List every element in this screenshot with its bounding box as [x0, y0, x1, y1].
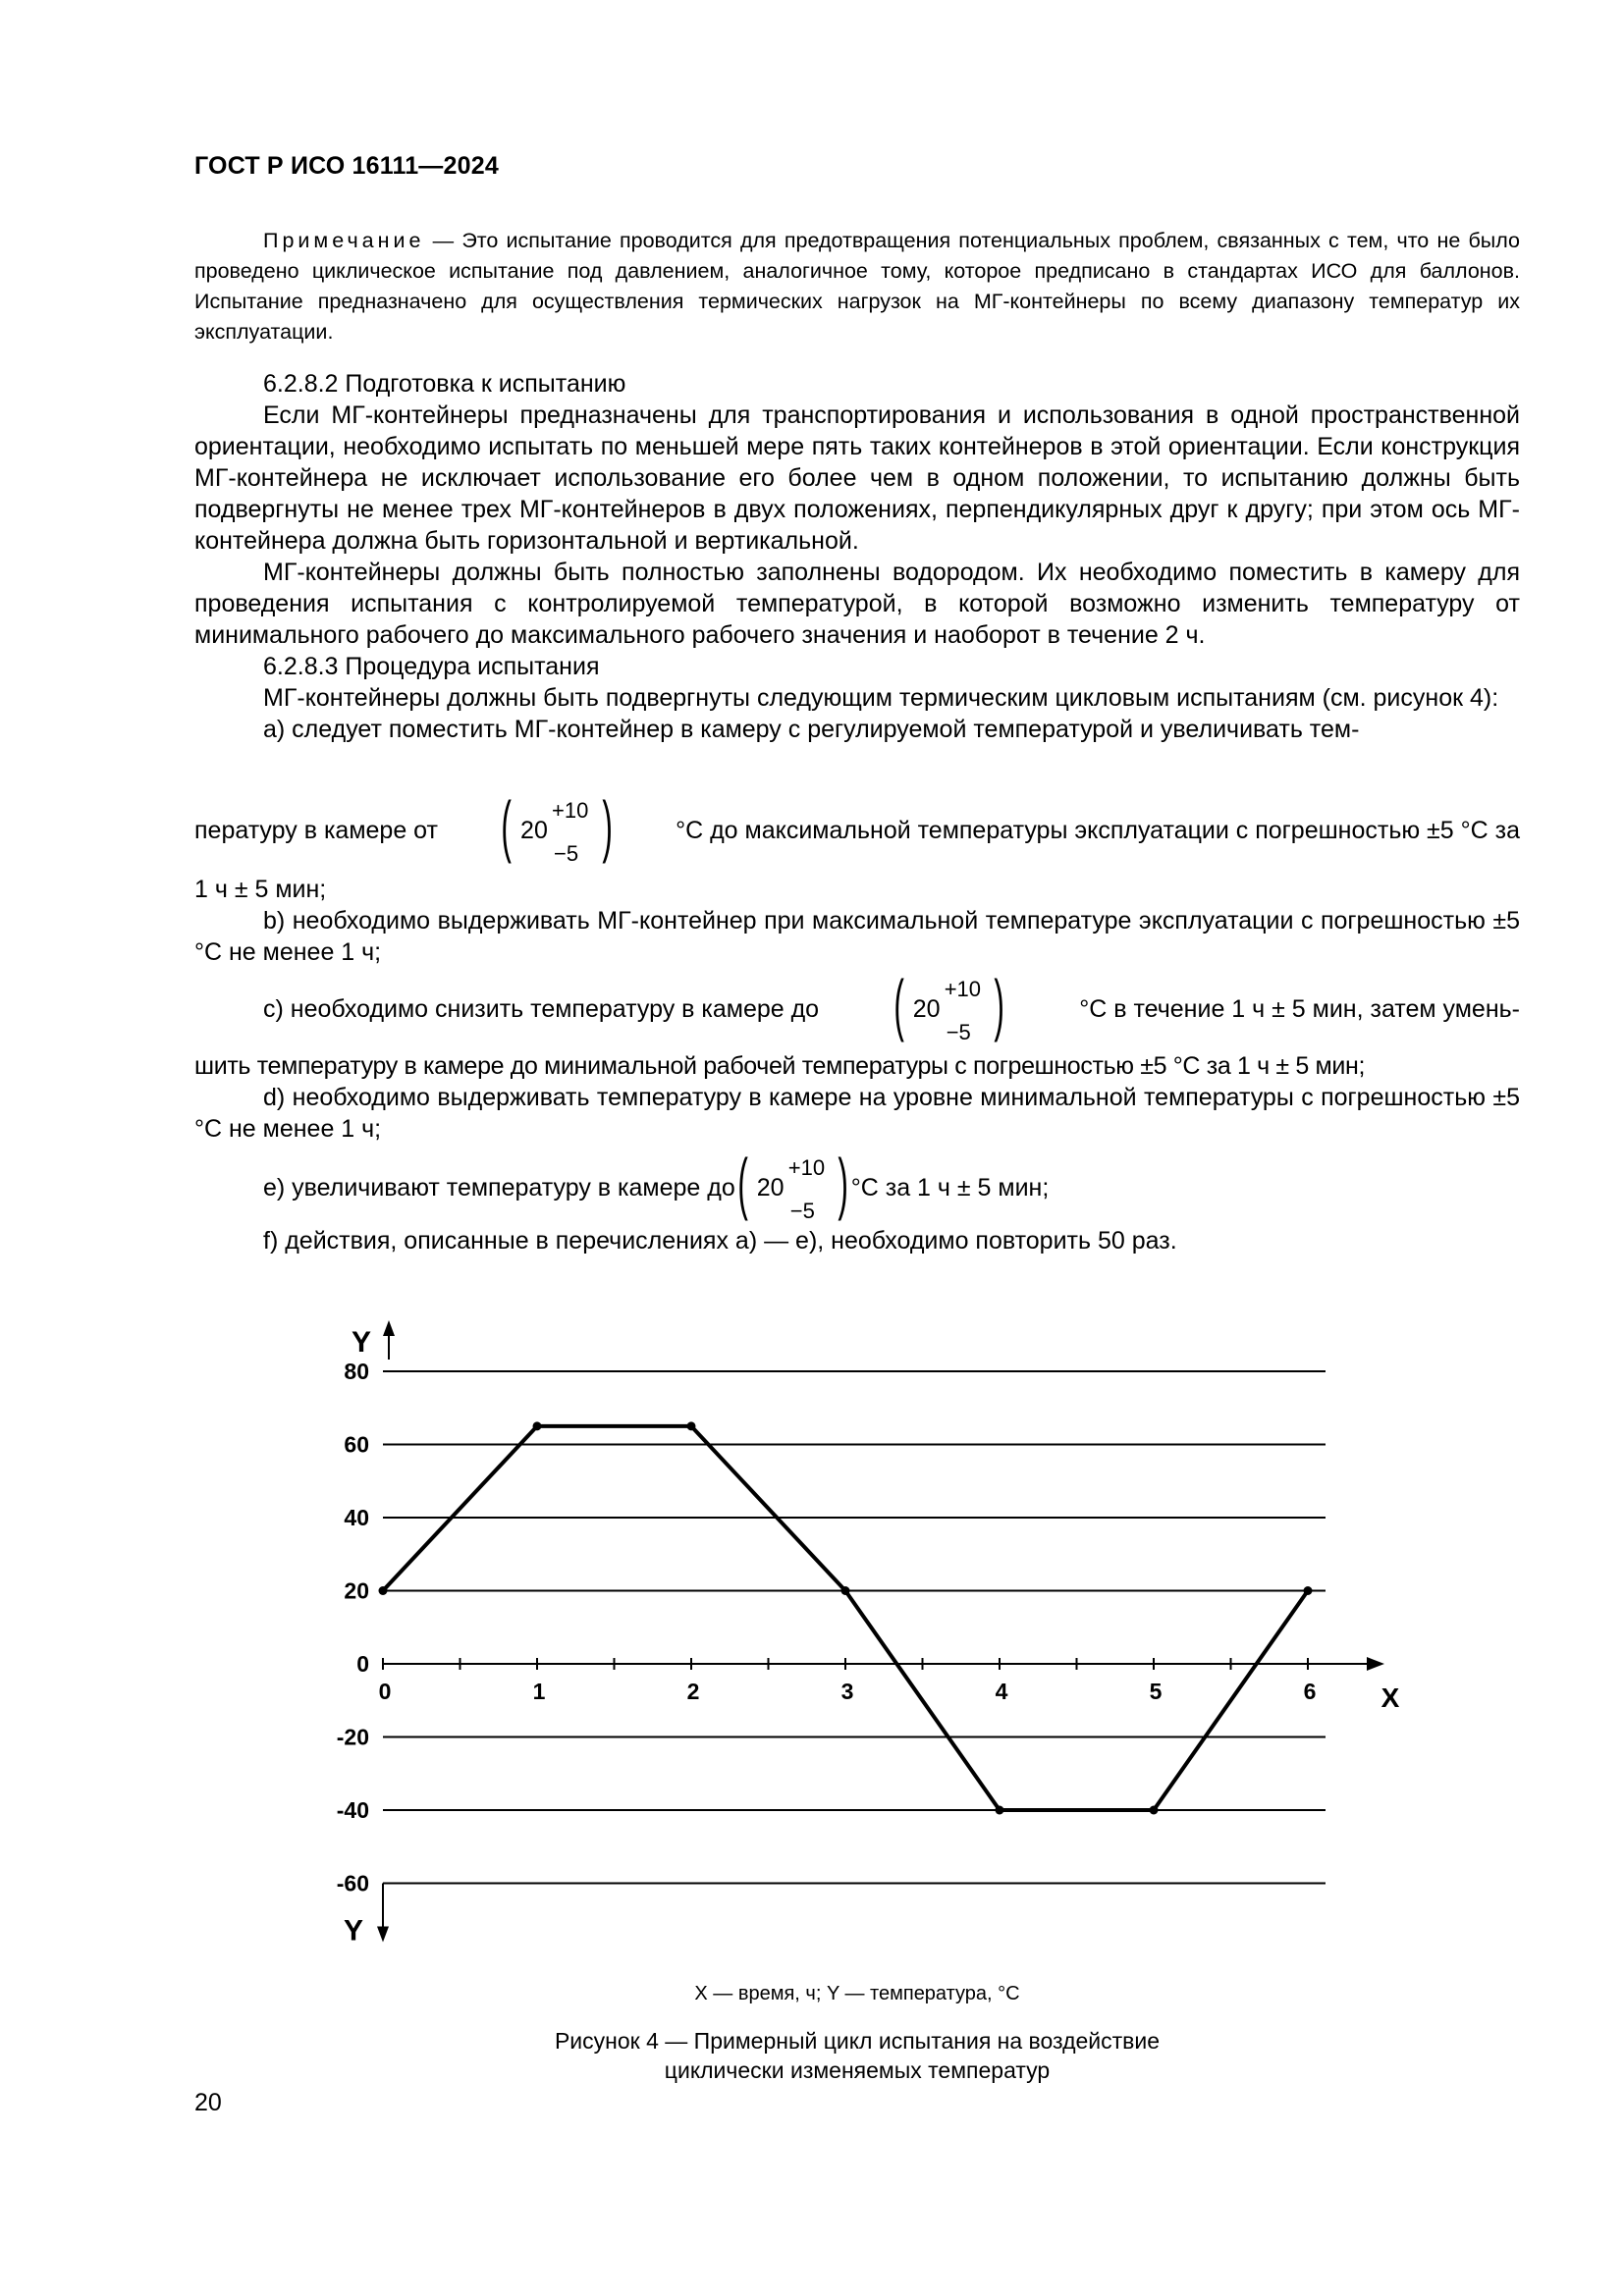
- list-item-a-end: 1 ч ± 5 мин;: [194, 876, 327, 903]
- list-item-e: е) увеличивают температуру в камере до ( ) 20 +10 −5 °С за 1 ч ± 5 мин;: [194, 1148, 1589, 1227]
- paragraph: МГ-контейнеры должны быть полностью заполнены водородом. Их необходимо поместить в камеру для проведения испытания с контролируемой температурой, в которой возможно изменить температуру от минимального рабочего до максимального рабочего значения и наоборот в течение 2 ч.: [194, 559, 1520, 649]
- y-tick-label: -60: [336, 1870, 369, 1896]
- x-axis-arrow: [1367, 1657, 1384, 1671]
- y-tick-label: 20: [344, 1577, 369, 1604]
- x-tick-label: 6: [1303, 1679, 1317, 1704]
- x-tick-label: 5: [1149, 1679, 1163, 1704]
- note-text: — Это испытание проводится для предотвращения потенциальных проблем, связанных с тем, что не было проведено циклическое испытание под давлением, аналогичное тому, которое предписано в стандартах ИСО для баллонов. Испытание предназначено для осуществления термических нагрузок на МГ-контейнеры по всему диапазону температур их эксплуатации.: [194, 229, 1520, 344]
- data-point: [533, 1421, 542, 1430]
- figure-legend: X — время, ч; Y — температура, °С: [694, 1983, 1020, 2004]
- x-axis-label: X: [1380, 1682, 1400, 1713]
- x-tick-label: 1: [532, 1679, 546, 1704]
- list-item-c-line1: с) необходимо снизить температуру в камере до ( ) 20 +10 −5 °С в течение 1 ч ± 5 мин, затем умень-: [194, 970, 1520, 1048]
- list-item-d: d) необходимо выдерживать температуру в камере на уровне минимальной температуры с погрешностью ±5 °С не менее 1 ч;: [194, 1084, 1520, 1143]
- document-header: ГОСТ Р ИСО 16111—2024: [194, 152, 499, 180]
- data-point: [841, 1586, 850, 1595]
- figure-caption: Рисунок 4 — Примерный цикл испытания на воздействие циклически изменяемых температур: [554, 2028, 1161, 2083]
- data-point: [379, 1586, 388, 1595]
- chart-labels: [337, 1326, 1400, 1948]
- y-tick-label: 0: [356, 1651, 369, 1677]
- chart-series: [379, 1421, 1313, 1814]
- x-tick-label: 4: [995, 1679, 1008, 1704]
- paragraph: Если МГ-контейнеры предназначены для транспортирования и использования в одной пространственной ориентации, необходимо испытать по меньшей мере пять таких контейнеров в этой ориентации. Если конструкция МГ-контейнера не исключает использование его более чем в одном положении, то испытанию должны быть подвергнуты не менее трех МГ-контейнеров в двух положениях, перпендикулярных друг к другу; при этом ось МГ-контейнера должна быть горизонтальной и вертикальной.: [194, 401, 1520, 555]
- list-item-f: f) действия, описанные в перечислениях а) — е), необходимо повторить 50 раз.: [263, 1227, 1177, 1255]
- list-item-a: а) следует поместить МГ-контейнер в камеру с регулируемой температурой и увеличивать тем-: [263, 716, 1360, 743]
- section-6-2-8-2: [194, 368, 1520, 745]
- tolerance-expression: ( ) 20 +10 −5: [893, 966, 1005, 1044]
- data-point: [1150, 1806, 1159, 1815]
- y-tick-label: 80: [344, 1359, 369, 1384]
- page-number: 20: [194, 2089, 222, 2116]
- tolerance-expression: ( ) 20 +10 −5: [737, 1145, 849, 1223]
- x-tick-label: 3: [840, 1679, 854, 1704]
- tolerance-expression: ( ) 20 +10 −5: [501, 787, 613, 866]
- data-point: [1304, 1586, 1313, 1595]
- temperature-cycle-chart: [295, 1291, 1414, 1968]
- x-tick-label: 2: [686, 1679, 700, 1704]
- y-tick-label: 60: [344, 1431, 369, 1458]
- chart-grid: [377, 1320, 1384, 1943]
- note-block: [194, 226, 1520, 347]
- y-axis-label-top: Y: [352, 1326, 372, 1359]
- y-tick-label: -40: [336, 1797, 369, 1823]
- list-items-c-d: [194, 1050, 1520, 1145]
- y-axis-up-arrow: [383, 1320, 395, 1336]
- list-item-c-line2: шить температуру в камере до минимальной рабочей температуры с погрешностью ±5 °С за 1 ч ± 5 мин;: [194, 1052, 1366, 1080]
- data-point: [687, 1421, 696, 1430]
- list-item-a-line2: пературу в камере от ( ) 20 +10 −5 °С до максимальной температуры эксплуатации с погрешностью ±5 °С за: [194, 791, 1520, 870]
- y-tick-label: -20: [336, 1724, 369, 1750]
- y-axis-label-bottom: Y: [344, 1914, 364, 1948]
- list-items-a-b: [194, 874, 1520, 968]
- y-tick-label: 40: [344, 1505, 369, 1530]
- y-axis-down-arrow: [377, 1927, 389, 1943]
- section-heading: 6.2.8.2 Подготовка к испытанию: [263, 370, 626, 398]
- x-tick-label: 0: [378, 1679, 392, 1704]
- paragraph: МГ-контейнеры должны быть подвергнуты следующим термическим цикловым испытаниям (см. рисунок 4):: [263, 684, 1499, 712]
- temperature-series-line: [383, 1426, 1308, 1810]
- section-heading: 6.2.8.3 Процедура испытания: [263, 653, 600, 680]
- note-label: Примечание: [263, 229, 425, 252]
- data-point: [996, 1806, 1004, 1815]
- list-item-b: b) необходимо выдерживать МГ-контейнер при максимальной температуре эксплуатации с погрешностью ±5 °С не менее 1 ч;: [194, 907, 1520, 966]
